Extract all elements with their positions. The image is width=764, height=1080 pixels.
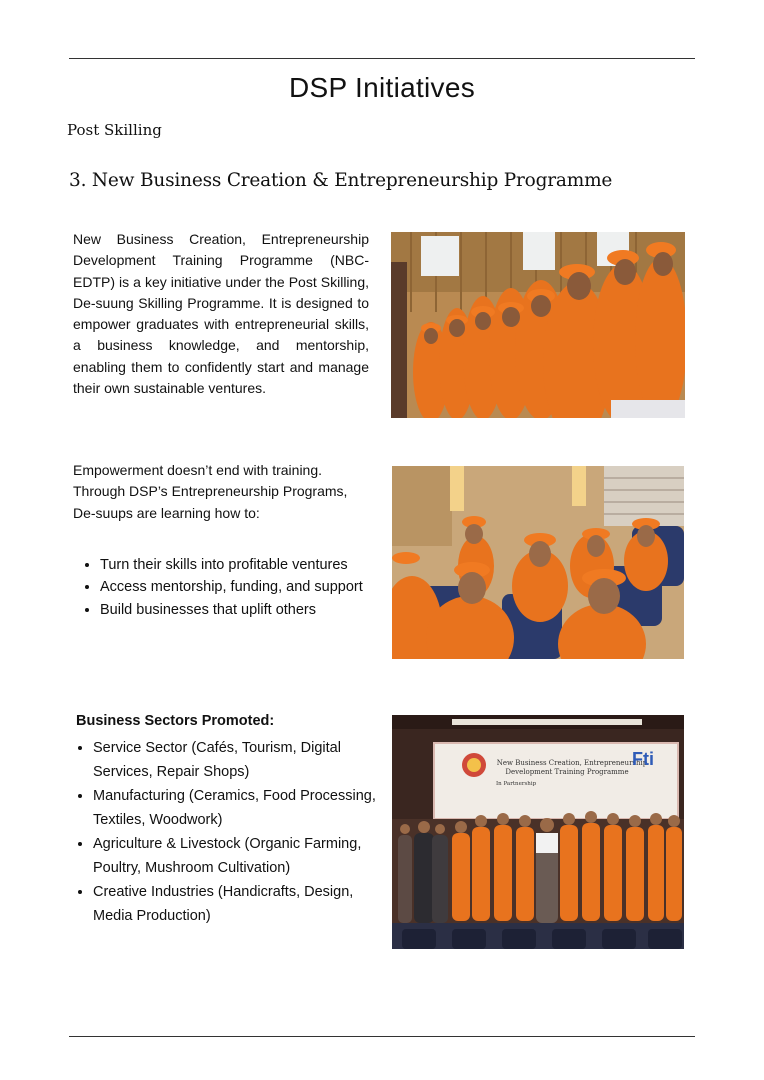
banner-line-2: Development Training Programme bbox=[505, 768, 629, 776]
intro-paragraph: New Business Creation, Entrepreneurship Development Training Programme (NBC-EDTP) is a key initiative under the Post Skilling, De-suung Skilling Programme. It is designed to empower graduates with entrepreneurial skills, a business knowledge, and mentorship, enabling them to confidently start and manage their own sustainable ventures. bbox=[73, 231, 369, 397]
list-item: • Service Sector (Cafés, Tourism, Digital Services, Repair Shops) bbox=[93, 736, 393, 784]
bottom-divider bbox=[69, 1036, 695, 1037]
list-item: • Turn their skills into profitable ventures bbox=[100, 554, 390, 576]
top-divider bbox=[69, 58, 695, 59]
photo-group-banner bbox=[392, 715, 684, 949]
sectors-title: Business Sectors Promoted: bbox=[76, 713, 275, 729]
list-item: • Manufacturing (Ceramics, Food Processing, Textiles, Woodwork) bbox=[93, 784, 393, 832]
section-subtitle: Post Skilling bbox=[67, 121, 162, 139]
sectors-list bbox=[73, 736, 393, 928]
banner-line-1: New Business Creation, Entrepreneurship bbox=[496, 759, 648, 767]
programme-heading: 3. New Business Creation & Entrepreneurship Programme bbox=[69, 170, 613, 191]
list-item: • Agriculture & Livestock (Organic Farming, Poultry, Mushroom Cultivation) bbox=[93, 832, 393, 880]
banner-line-3: In Partnership bbox=[496, 781, 537, 787]
photo-graduates-seated bbox=[392, 466, 684, 659]
list-item: • Access mentorship, funding, and support bbox=[100, 576, 390, 598]
list-item: • Creative Industries (Handicrafts, Design, Media Production) bbox=[93, 880, 393, 928]
fti-logo: Fti bbox=[632, 749, 654, 769]
photo-graduates-standing bbox=[391, 232, 685, 418]
list-item: • Build businesses that uplift others bbox=[100, 599, 390, 621]
page-title: DSP Initiatives bbox=[288, 72, 476, 103]
empowerment-paragraph: Empowerment doesn’t end with training. Through DSP’s Entrepreneurship Programs, De-suups are learning how to: bbox=[73, 462, 348, 521]
empowerment-list bbox=[73, 554, 390, 621]
